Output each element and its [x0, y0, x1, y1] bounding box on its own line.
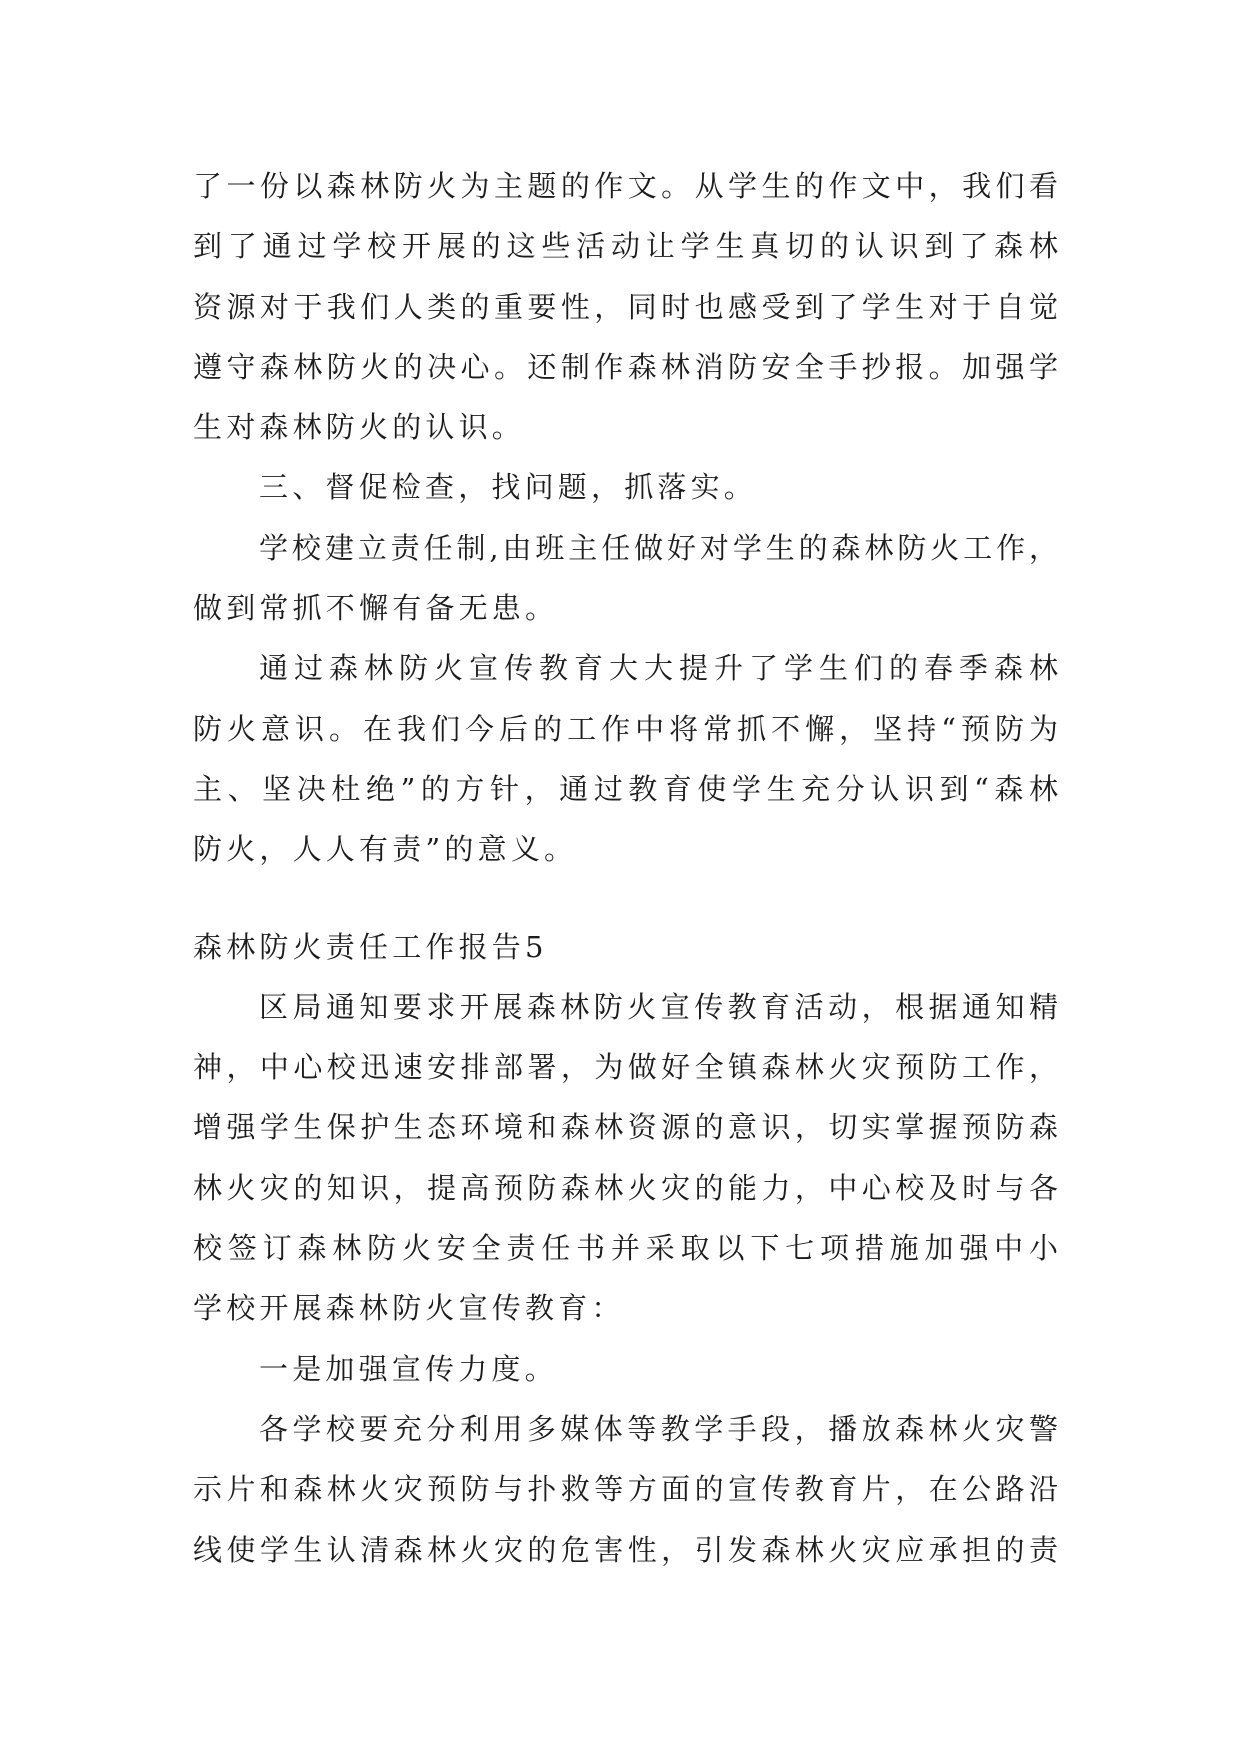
text-line: 到了通过学校开展的这些活动让学生真切的认识到了森林 — [193, 229, 1058, 264]
text-line: 资源对于我们人类的重要性，同时也感受到了学生对于自觉 — [193, 289, 1058, 324]
text-line: 线使学生认清森林火灾的危害性，引发森林火灾应承担的责 — [193, 1532, 1058, 1567]
section-title: 森林防火责任工作报告5 — [193, 929, 548, 964]
paragraph — [193, 457, 1058, 517]
text-line: 做到常抓不懈有备无患。 — [193, 591, 559, 626]
paragraph — [193, 977, 1058, 1339]
document-body — [193, 156, 1058, 1580]
subheading-line: 三、督促检查，找问题，抓落实。 — [259, 470, 758, 505]
text-line: 遵守森林防火的决心。还制作森林消防安全手抄报。加强学 — [193, 349, 1058, 384]
text-line: 各学校要充分利用多媒体等教学手段，播放森林火灾警 — [259, 1411, 1058, 1446]
text-line: 区局通知要求开展森林防火宣传教育活动，根据通知精 — [259, 989, 1058, 1024]
paragraph — [193, 1399, 1058, 1580]
text-line: 神，中心校迅速安排部署，为做好全镇森林火灾预防工作， — [193, 1050, 1058, 1085]
paragraph — [193, 518, 1058, 639]
text-line: 防火意识。在我们今后的工作中将常抓不懈，坚持“预防为 — [193, 711, 1058, 746]
text-line: 主、坚决杜绝”的方针，通过教育使学生充分认识到“森林 — [193, 771, 1058, 806]
text-line: 生对森林防火的认识。 — [193, 410, 526, 445]
subheading-line: 一是加强宣传力度。 — [259, 1351, 558, 1386]
text-line: 学校开展森林防火宣传教育： — [193, 1291, 625, 1326]
text-line: 通过森林防火宣传教育大大提升了学生们的春季森林 — [259, 651, 1058, 686]
text-line: 了一份以森林防火为主题的作文。从学生的作文中，我们看 — [193, 169, 1058, 203]
text-line: 示片和森林火灾预防与扑救等方面的宣传教育片，在公路沿 — [193, 1472, 1058, 1507]
text-line: 林火灾的知识，提高预防森林火灾的能力，中心校及时与各 — [193, 1170, 1058, 1205]
text-line: 增强学生保护生态环境和森林资源的意识，切实掌握预防森 — [193, 1110, 1058, 1145]
text-line: 防火，人人有责”的意义。 — [193, 832, 578, 867]
paragraph — [193, 1339, 1058, 1399]
text-line: 学校建立责任制,由班主任做好对学生的森林防火工作， — [259, 530, 1058, 565]
paragraph — [193, 638, 1058, 879]
paragraph — [193, 156, 1058, 457]
text-line: 校签订森林防火安全责任书并采取以下七项措施加强中小 — [193, 1231, 1058, 1266]
